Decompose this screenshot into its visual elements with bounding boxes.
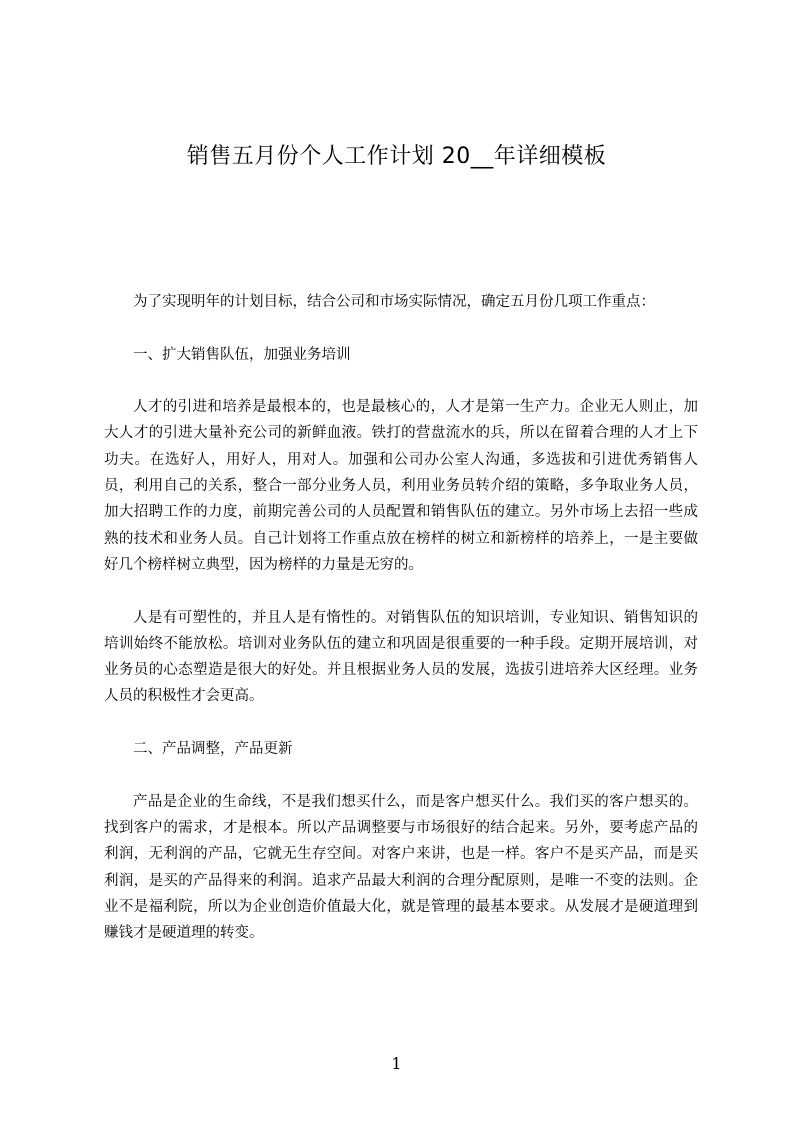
- intro-paragraph: 为了实现明年的计划目标，结合公司和市场实际情况，确定五月份几项工作重点：: [133, 294, 655, 310]
- paragraph-spacer: [104, 710, 698, 736]
- document-body: [104, 289, 698, 946]
- paragraph-spacer: [104, 315, 698, 341]
- paragraph-spacer: [104, 578, 698, 604]
- section-1-paragraph-1: 人才的引进和培养是最根本的，也是最核心的，人才是第一生产力。企业无人则止，加大人才的引进大量补充公司的新鲜血液。铁打的营盘流水的兵，所以在留着合理的人才上下功夫。在选好人，用好人，用对人。加强和公司办公室人沟通，多选拔和引进优秀销售人员，利用自己的关系，整合一部分业务人员，利用业务员转介绍的策略，多争取业务人员，加大招聘工作的力度，前期完善公司的人员配置和销售队伍的建立。另外市场上去招一些成熟的技术和业务人员。自己计划将工作重点放在榜样的树立和新榜样的培养上，一是主要做好几个榜样树立典型，因为榜样的力量是无穷的。: [104, 399, 698, 573]
- section-2-heading: 二、产品调整，产品更新: [133, 741, 293, 758]
- section-1-heading: 一、扩大销售队伍，加强业务培训: [133, 346, 351, 363]
- page-number: 1: [391, 1054, 402, 1073]
- paragraph-spacer: [104, 368, 698, 394]
- paragraph-spacer: [104, 762, 698, 788]
- section-1-paragraph-2: 人是有可塑性的，并且人是有惰性的。对销售队伍的知识培训，专业知识、销售知识的培训始终不能放松。培训对业务队伍的建立和巩固是很重要的一种手段。定期开展培训，对业务员的心态塑造是很大的好处。并且根据业务人员的发展，选拔引进培养大区经理。业务人员的积极性才会更高。: [104, 609, 698, 705]
- document-title: 销售五月份个人工作计划 20__年详细模板: [186, 144, 607, 169]
- section-2-paragraph-1: 产品是企业的生命线，不是我们想买什么，而是客户想买什么。我们买的客户想买的。找到客户的需求，才是根本。所以产品调整要与市场很好的结合起来。另外，要考虑产品的利润，无利润的产品，它就无生存空间。对客户来讲，也是一样。客户不是买产品，而是买利润，是买的产品得来的利润。追求产品最大利润的合理分配原则，是唯一不变的法则。企业不是福利院，所以为企业创造价值最大化，就是管理的最基本要求。从发展才是硬道理到赚钱才是硬道理的转变。: [104, 793, 698, 942]
